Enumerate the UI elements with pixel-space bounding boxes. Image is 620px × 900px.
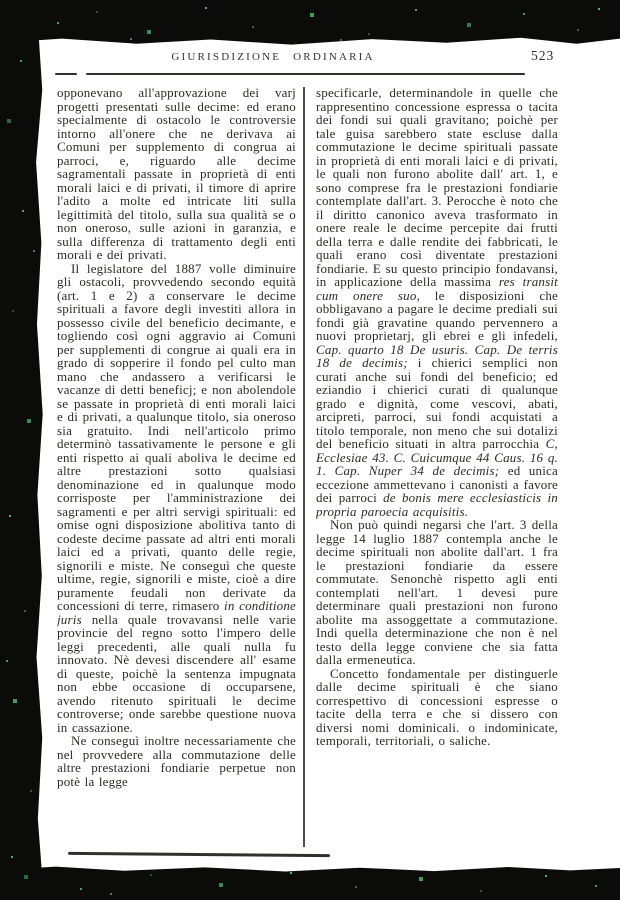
running-head: GIURISDIZIONE ORDINARIA <box>171 51 375 63</box>
page-number: 523 <box>531 48 555 63</box>
text-column-right <box>316 86 558 848</box>
header-rule-dash <box>55 73 77 75</box>
column-divider <box>303 87 305 847</box>
scan-shadow-streak <box>68 852 330 857</box>
scan-border-top <box>0 0 620 46</box>
paragraph: Il legislatore del 1887 volle diminuire gli ostacoli, provvedendo secondo equità (art. 1 e 2) a conservare le decime spirituali a favore degli investiti allora in possesso civile del beneficio decimante, e togliendo così ogni aggravio ai Comuni per supplementi di congrue ai quali era in grado di sopperire il fondo pel culto man mano che andassero a verificarsi le vacanze di detti beneficj; e non abolendole se passate in proprietà di enti morali laici e di privati, a qualunque titolo, sia oneroso sia gratuito. Indi nell'articolo primo determinò tassativamente le persone e gli enti rispetto ai quali aboliva le decime ed altre prestazioni sotto qualsiasi denominazione ed in qualunque modo corrisposte per l'amministrazione dei sagramenti e per altri servigi spirituali: ed omise ogni disposizione abolitiva tanto di codeste decime passate ad altri enti morali laici ed a privati, quanto delle regie, signorili e miste. Ne conseguì che queste ultime, regie, signorili e miste, cioè a dire puramente feudali non derivate da concessioni di terre, rimasero in conditione juris nella quale trovavansi nelle varie provincie del regno sotto l'impero delle leggi precedenti, alle quali nulla fu innovato. Nè devesi discendere all' esame di queste, poichè la sentenza impugnata non ebbe occasione di occuparsene, avendo ritenuto spirituali le decime controverse; onde sarebbe questione nuova in cassazione. <box>57 260 296 735</box>
paragraph: Ne conseguì inoltre necessariamente che nel provvedere alla commutazione delle altre prestazioni fondiarie perpetue non potè la legge <box>57 733 296 789</box>
text-column-left <box>57 86 296 842</box>
scan-border-left <box>0 0 44 900</box>
header-rule <box>86 73 525 75</box>
paragraph: opponevano all'approvazione dei varj progetti presentati sulle decime: ed erano specialmente di ostacolo le controversie intorno all'onere che ne derivava ai Comuni per supplemento di congrua ai parroci, e, riguardo alle decime sagramentali passate in proprietà di enti morali laici e di privati, il timore di aprire l'adito a molte ed intricate liti sulla legittimità del titolo, sulla sua qualità se o non oneroso, sulle azioni in garanzia, e sulla differenza di trattamento degli enti morali e dei privati. <box>57 86 296 262</box>
paragraph: Concetto fondamentale per distinguerle dalle decime spirituali è che siano correspettivo di concessioni espresse o tacite della terra e che si dissero con diversi nomi dominicali. o indominicate, temporali, territoriali, o saliche. <box>316 665 558 748</box>
scan-border-bottom <box>0 866 620 900</box>
paragraph: Non può quindi negarsi che l'art. 3 della legge 14 luglio 1887 contempla anche le decime spirituali non abolite dall'art. 1 fra le prestazioni fondiarie da essere commutate. Senonchè rispetto agli enti contemplati nell'art. 1 devesi pure determinare quali prestazioni non furono abolite ma assoggettate a commutazione. Indi quella determinazione che non è nel testo della legge conviene che sia fatta dalla ermeneutica. <box>316 517 558 667</box>
paragraph: specificarle, determinandole in quelle che rappresentino concessione espressa o tacita dei fondi sui quali gravitano; poichè per tale guisa sarebbero state escluse dalla commutazione le decime spirituali passate in proprietà di enti morali laici e di privati, le quali non furono abolite dall' art. 1, e sono comprese fra le prestazioni fondiarie contemplate dall'art. 3. Perocche è noto che il diritto canonico aveva trasformato in onere reale le decime percepite dai frutti della terra e dalle rendite dei fabbricati, le quali erano così diventate prestazioni fondiarie. E su questo principio fondavansi, in applicazione della massima res transit cum onere suo, le disposizioni che obbligavano a pagare le decime prediali sui fondi già gravatine quando pervennero a nuovi proprietarj, gli ebrei e gli infedeli, Cap. quarto 18 De usuris. Cap. De terris 18 de decimis; i chierici semplici non curati anche sui fondi del beneficio; ed eziandio i chierici curati di qualunque grado e dignità, come vescovi, abati, arcipreti, parroci, sui fondi acquistati a titolo temporale, non meno che sui dotalizi del beneficio situati in altra parrocchia C, Ecclesiae 43. C. Cuicumque 44 Caus. 16 q. 1. Cap. Nuper 34 de decimis; ed unica eccezione ammettevano i canonisti a favore dei parroci de bonis mere ecclesiasticis in propria paroecia acquisitis. <box>316 86 558 519</box>
scan-noise-speckles <box>0 0 2 2</box>
